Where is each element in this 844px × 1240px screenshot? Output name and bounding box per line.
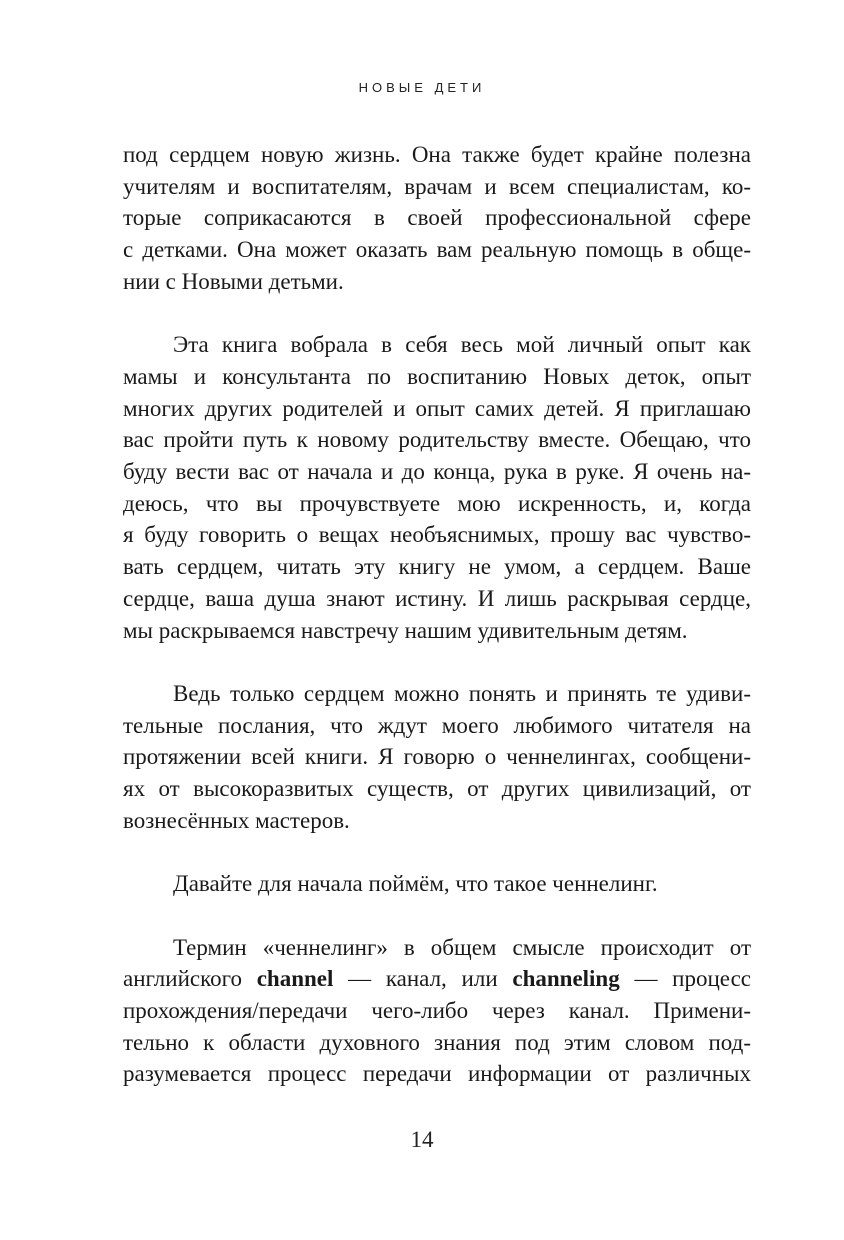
text-line: многих других родителей и опыт самих детей. Я приглашаю <box>123 395 751 421</box>
text-line: сердце, ваша душа знают истину. И лишь раскрывая сердце, <box>123 585 751 611</box>
paragraph-4 <box>123 868 751 900</box>
text-line: деюсь, что вы прочувствуете мою искренность, и, когда <box>123 490 751 516</box>
paragraph-5 <box>123 932 751 1091</box>
text-fragment: — канал, или <box>333 966 513 992</box>
text-fragment: — процесс <box>619 966 752 992</box>
text-line: протяжении всей книги. Я говорю о ченнелингах, сообщени- <box>123 744 751 770</box>
text-line: учителям и воспитателям, врачам и всем специалистам, ко- <box>123 173 751 199</box>
text-line: Давайте для начала поймём, что такое ченнелинг. <box>173 871 658 897</box>
text-line: с детками. Она может оказать вам реальную помощь в обще- <box>123 237 751 263</box>
paragraph-3 <box>123 678 751 837</box>
text-line-with-terms <box>123 963 751 995</box>
text-line: прохождения/передачи чего-либо через канал. Примени- <box>123 997 751 1023</box>
text-line: вас пройти путь к новому родительству вместе. Обещаю, что <box>123 427 751 453</box>
text-line: ях от высокоразвитых существ, от других цивилизаций, от <box>123 776 751 802</box>
text-line: Термин «ченнелинг» в общем смысле происходит от <box>173 934 751 960</box>
text-line: торые соприкасаются в своей профессиональной сфере <box>123 205 751 231</box>
text-line: Ведь только сердцем можно понять и принять те удиви- <box>173 680 751 706</box>
paragraph-1 <box>123 139 751 298</box>
text-fragment: английского <box>123 966 257 992</box>
running-head-title: НОВЫЕ ДЕТИ <box>358 80 486 95</box>
paragraph-2 <box>123 329 751 646</box>
text-line: разумевается процесс передачи информации от различных <box>123 1061 751 1087</box>
body-text <box>123 139 751 1122</box>
text-line: мамы и консультанта по воспитанию Новых деток, опыт <box>123 363 751 389</box>
term-channel: channel <box>256 966 334 992</box>
text-line: я буду говорить о вещах необъяснимых, прошу вас чувство- <box>123 522 751 548</box>
term-channeling: channeling <box>512 966 620 992</box>
text-line: Эта книга вобрала в себя весь мой личный опыт как <box>173 332 751 358</box>
page-number: 14 <box>410 1127 434 1152</box>
text-line: мы раскрываемся навстречу нашим удивительным детям. <box>123 617 688 643</box>
text-line: вать сердцем, читать эту книгу не умом, а сердцем. Ваше <box>123 554 751 580</box>
text-line: под сердцем новую жизнь. Она также будет крайне полезна <box>123 142 751 167</box>
text-line: буду вести вас от начала и до конца, рука в руке. Я очень на- <box>123 459 751 485</box>
text-line: нии с Новыми детьми. <box>123 268 344 294</box>
text-line: тельные послания, что ждут моего любимого читателя на <box>123 712 751 738</box>
text-line: вознесённых мастеров. <box>123 807 350 833</box>
text-line: тельно к области духовного знания под этим словом под- <box>123 1029 751 1055</box>
